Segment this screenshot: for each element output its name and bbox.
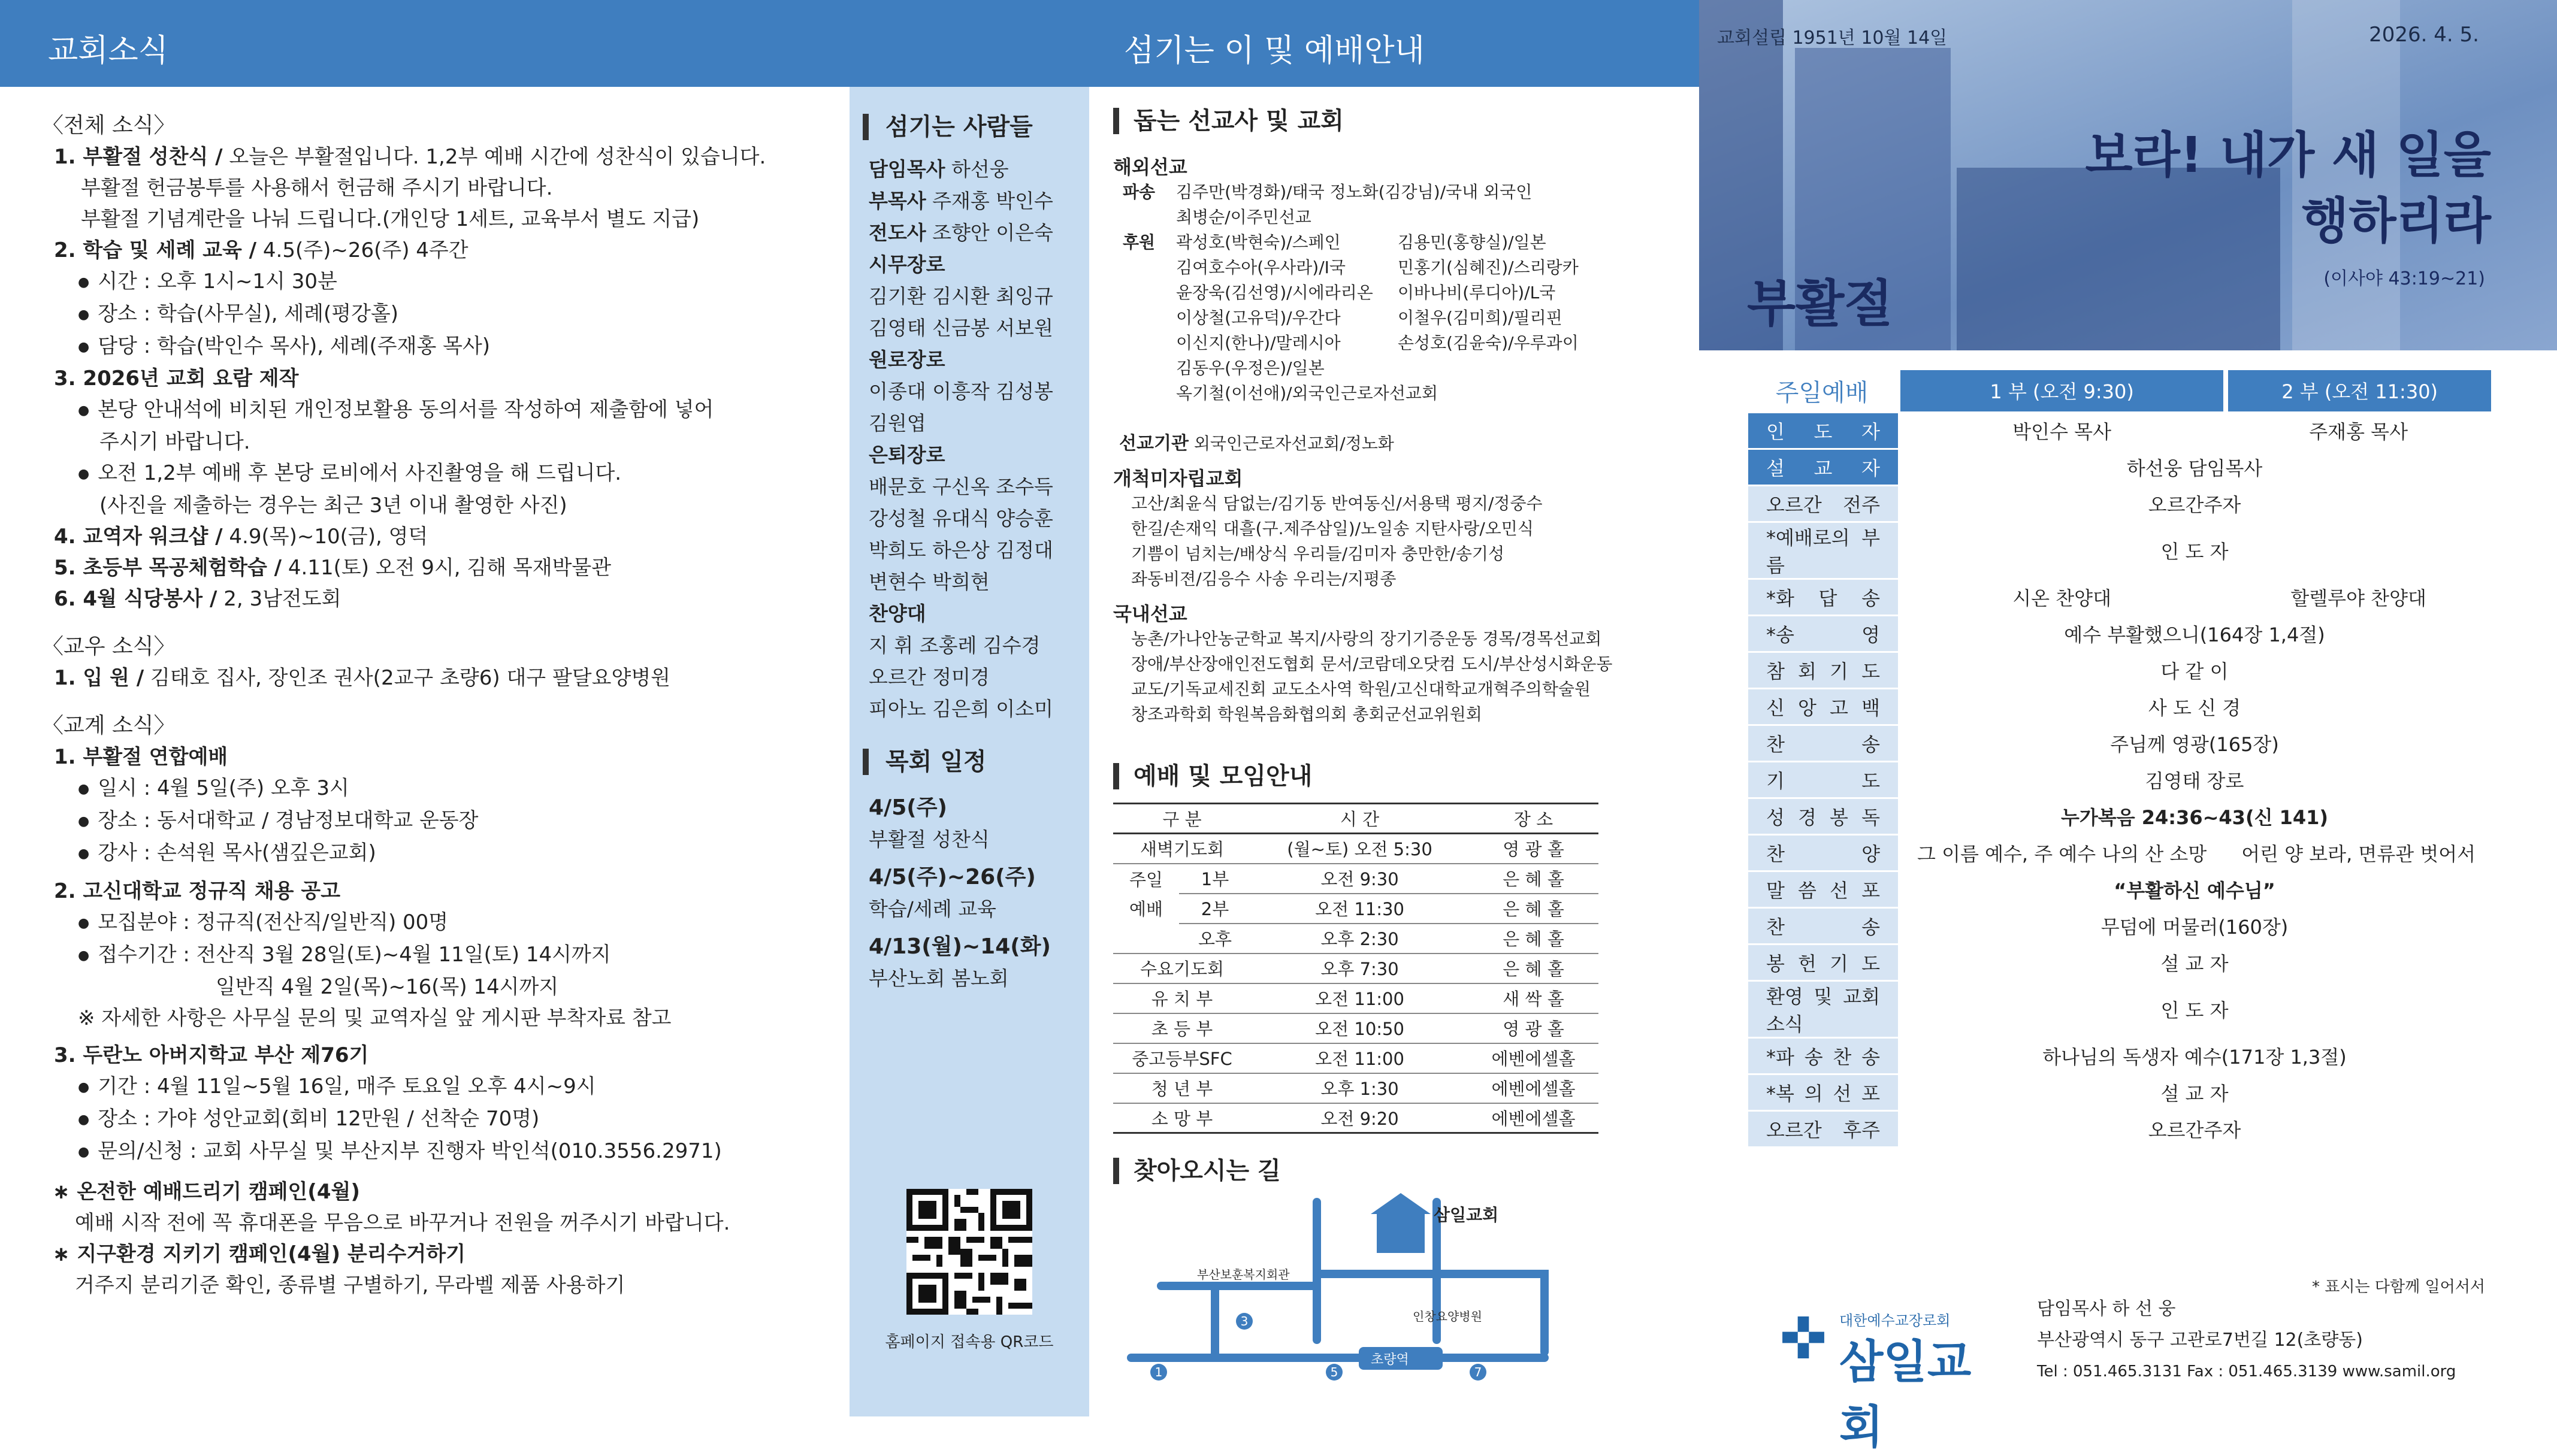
servant-row (869, 661, 1089, 693)
org-label: 선교기관 (1119, 433, 1189, 454)
worship-item-value-1: 시온 찬양대 (1898, 579, 2226, 615)
news-bullet: ● 장소 : 가야 성안교회(회비 12만원 / 선착순 70명) (42, 1103, 850, 1136)
gathering-time: (월~토) 오전 5:30 (1251, 834, 1468, 864)
campaign-text: 거주지 분리기준 확인, 종류별 구별하기, 무라벨 제품 사용하기 (75, 1273, 625, 1297)
worship-item-label: 말 씀 선 포 (1748, 871, 1898, 907)
worship-item-label: 찬 송 (1748, 725, 1898, 761)
middle-panel-title: 섬기는 이 및 예배안내 (1124, 33, 1425, 69)
worship-item-label: 봉 헌 기 도 (1748, 944, 1898, 980)
gathering-name: 유 치 부 (1113, 983, 1251, 1013)
cross-icon: ✜ (1779, 1305, 1828, 1372)
news-item-text: 오늘은 부활절입니다. 1,2부 예배 시간에 성찬식이 있습니다. (222, 145, 766, 169)
domestic-list (1113, 626, 1676, 727)
missionary-item: 이신지(한나)/말레시아 (1176, 333, 1341, 353)
founding-date: 교회설립 1951년 10월 14일 (1717, 28, 1948, 49)
worship-row (1748, 944, 2491, 980)
schedule-date: 4/5(주) (869, 795, 947, 820)
servant-row (869, 376, 1089, 407)
missionary-item: 손성호(김윤숙)/우루과이 (1398, 333, 1579, 353)
news-bullet: ● 장소 : 동서대학교 / 경남정보대학교 운동장 (42, 805, 850, 837)
worship-row (1748, 907, 2491, 944)
domestic-mission-line: 창조과학회 학원복음화협의회 총회군선교위원회 (1131, 704, 1482, 724)
worship-item-label: 설 교 자 (1748, 449, 1898, 485)
servant-row (869, 280, 1089, 312)
gathering-group (1113, 924, 1179, 953)
news-item (42, 521, 850, 552)
servant-names: 지 휘 조홍레 김수경 (869, 634, 1041, 657)
worship-item-label: 오르간 후주 (1748, 1110, 1898, 1147)
servant-row (869, 217, 1089, 249)
worship-item-value-1: 박인수 목사 (1898, 412, 2226, 449)
gathering-sub: 2부 (1179, 894, 1251, 924)
support-right-list (1398, 230, 1579, 356)
news-item-head: 3. 두란노 아버지학교 부산 제76기 (54, 1043, 369, 1067)
domestic-mission-line: 장애/부산장애인전도협회 문서/코람데오닷컴 도시/부산성시화운동 (1131, 654, 1613, 674)
worship-item-value: 누가복음 24:36~43(신 141) (1898, 798, 2491, 834)
bulletin-date: 2026. 4. 5. (2369, 23, 2479, 47)
worship-row (1748, 761, 2491, 798)
cover-verse-line: 행하리라 (2301, 193, 2491, 250)
news-bullet: ● 담당 : 학습(박인수 목사), 세례(주재홍 목사) (42, 331, 850, 363)
plant-church-line: 한길/손재익 대흘(구.제주삼일)/노일송 지탄사랑/오민식 (1131, 519, 1534, 538)
overseas-block (1113, 180, 1676, 431)
gatherings-title: 예배 및 모임안내 (1113, 763, 1676, 789)
worship-item-label: 찬 양 (1748, 834, 1898, 871)
gathering-time: 오전 11:00 (1251, 1043, 1468, 1073)
servant-names: 배문호 구신옥 조수득 (869, 475, 1053, 498)
gathering-time: 오전 11:00 (1251, 983, 1468, 1013)
worship-row (1748, 615, 2491, 652)
schedule-list (850, 792, 1089, 994)
map-title: 찾아오시는 길 (1113, 1158, 1676, 1184)
gathering-sub: 1부 (1179, 864, 1251, 894)
gathering-place: 영 광 홀 (1468, 1013, 1598, 1043)
map-station-label: 초량역 (1371, 1352, 1409, 1367)
worship-row (1748, 652, 2491, 688)
servant-names: 강성철 유대식 양승훈 (869, 507, 1053, 530)
worship-item-value: 사 도 신 경 (1898, 688, 2491, 725)
news-bullet: ● 강사 : 손석원 목사(샘깊은교회) (42, 837, 850, 870)
map-exit-badge: 5 (1326, 1364, 1343, 1381)
stand-note: * 표시는 다함께 일어서서 (2312, 1278, 2485, 1296)
worship-item-label: 성 경 봉 독 (1748, 798, 1898, 834)
worship-item-label: 기 도 (1748, 761, 1898, 798)
servant-role: 찬양대 (869, 602, 926, 625)
worship-item-label: 오르간 전주 (1748, 485, 1898, 522)
news-bullet: ● 시간 : 오후 1시~1시 30분 (42, 266, 850, 298)
campaign-title: ∗ 온전한 예배드리기 캠페인(4월) (53, 1180, 360, 1204)
servant-names: 피아노 김은희 이소미 (869, 697, 1053, 721)
dispatch-label: 파송 (1123, 182, 1156, 202)
servant-row (869, 534, 1089, 566)
plant-church-line: 기쁨이 넘치는/배상식 우리들/김미자 충만한/송기성 (1131, 544, 1505, 564)
gatherings-table (1113, 803, 1598, 1134)
gathering-time: 오후 2:30 (1251, 924, 1468, 953)
worship-item-label: *화 답 송 (1748, 579, 1898, 615)
worship-item-value: 무덤에 머물러(160장) (1898, 907, 2491, 944)
church-news (0, 102, 850, 1416)
gathering-place: 은 혜 홀 (1468, 953, 1598, 983)
map-drawing (1113, 1190, 1598, 1382)
gathering-place: 에벤에셀홀 (1468, 1073, 1598, 1103)
domestic-mission-line: 농촌/가나안농군학교 복지/사랑의 장기기증운동 경목/경목선교회 (1131, 629, 1602, 649)
cover-verse (2085, 123, 2491, 255)
news-item-head: 5. 초등부 목공체험학습 / (54, 556, 282, 580)
domestic-label: 국내선교 (1113, 603, 1187, 625)
servant-names: 박희도 하은상 김정대 (869, 538, 1053, 562)
servant-row (869, 249, 1089, 280)
worship-item-label: 신 앙 고 백 (1748, 688, 1898, 725)
worship-item-label: 찬 송 (1748, 907, 1898, 944)
logo-denomination: 대한예수교장로회 (1839, 1312, 1951, 1329)
worship-item-value: 하나님의 독생자 예수(171장 1,3절) (1898, 1037, 2491, 1074)
org-text: 외국인근로자선교회/정노화 (1193, 434, 1394, 453)
gathering-place: 에벤에셀홀 (1468, 1043, 1598, 1073)
dispatch-line: 최병순/이주민선교 (1176, 207, 1311, 227)
worship-item-value: 설 교 자 (1898, 944, 2491, 980)
schedule-title: 목회 일정 (863, 749, 1089, 775)
servant-row (869, 439, 1089, 471)
plant-label: 개척미자립교회 (1113, 467, 1243, 490)
servant-row (869, 503, 1089, 534)
directions-map (1113, 1190, 1598, 1382)
pastor-line: 담임목사 하 선 웅 (2037, 1298, 2176, 1319)
news-item-text: 2, 3남전도회 (217, 587, 341, 611)
worship-title: 주일예배 (1748, 370, 1898, 412)
left-panel-header (0, 0, 850, 87)
map-exit-badge: 1 (1150, 1364, 1167, 1381)
worship-item-value: 주님께 영광(165장) (1898, 725, 2491, 761)
address-line: 부산광역시 동구 고관로7번길 12(초량동) (2037, 1330, 2363, 1351)
gathering-place: 새 싹 홀 (1468, 983, 1598, 1013)
gathering-name: 초 등 부 (1113, 1013, 1251, 1043)
news-item-head: 1. 입 원 / (54, 666, 144, 690)
worship-row (1748, 412, 2491, 449)
news-item-head: 3. 2026년 교회 요람 제작 (54, 367, 299, 391)
worship-item-value-1: 그 이름 예수, 주 예수 나의 산 소망 (1898, 834, 2226, 871)
gathering-time: 오전 10:50 (1251, 1013, 1468, 1043)
worship-item-value: 김영태 장로 (1898, 761, 2491, 798)
qr-caption: 홈페이지 접속용 QR코드 (885, 1333, 1054, 1351)
missionary-item: 이바나비(루디아)/L국 (1398, 283, 1556, 302)
worship-row (1748, 871, 2491, 907)
cover-easter-title: 부활절 (1747, 274, 1893, 333)
news-note: ※ 자세한 사항은 사무실 문의 및 교역자실 앞 게시판 부착자료 참고 (78, 1006, 672, 1030)
servant-row (869, 566, 1089, 598)
map-exit-badge: 7 (1470, 1364, 1486, 1381)
servant-role: 은퇴장로 (869, 443, 945, 467)
gathering-time: 오후 7:30 (1251, 953, 1468, 983)
map-exit-badge: 3 (1236, 1313, 1253, 1330)
worship-item-value: 오르간주자 (1898, 1110, 2491, 1147)
servant-role: 원로장로 (869, 348, 945, 371)
servant-names: 김영태 신금봉 서보원 (869, 316, 1053, 340)
servant-role: 부목사 (869, 189, 926, 213)
news-line: 부활절 헌금봉투를 사용해서 헌금해 주시기 바랍니다. (81, 176, 553, 200)
worship-row (1748, 579, 2491, 615)
schedule-text: 부산노회 봄노회 (869, 967, 1009, 990)
servants-title: 섬기는 사람들 (863, 114, 1089, 140)
gathering-group: 예배 (1129, 899, 1163, 919)
qr-code[interactable] (906, 1189, 1032, 1315)
news-item-text: 4.5(주)~26(주) 4주간 (256, 238, 469, 262)
plant-list (1113, 491, 1676, 592)
servant-names: 김원엽 (869, 411, 926, 435)
worship-row (1748, 688, 2491, 725)
worship-row (1748, 798, 2491, 834)
worship-item-value-2: 주재홍 목사 (2226, 412, 2491, 449)
missionary-item: 김용민(홍향실)/일본 (1398, 232, 1546, 252)
worship-row (1748, 1037, 2491, 1074)
gathering-group: 주일 (1129, 869, 1163, 890)
servant-row (869, 598, 1089, 629)
news-item (42, 552, 850, 583)
worship-item-label: 환영 및 교회소식 (1748, 980, 1898, 1037)
servant-row (869, 629, 1089, 661)
servant-row (869, 407, 1089, 439)
gathering-time: 오후 1:30 (1251, 1073, 1468, 1103)
gathering-row (1113, 1013, 1598, 1043)
missionary-item: 김여호수아(우사라)/I국 (1176, 258, 1346, 277)
news-item-text: 4.9(목)~10(금), 영덕 (222, 525, 428, 549)
missionary-item: 옥기철(이선애)/외국인근로자선교회 (1176, 383, 1438, 403)
worship-item-value: 인 도 자 (1898, 522, 2491, 579)
schedule-text: 부활절 성찬식 (869, 828, 990, 851)
cover-verse-ref: (이사야 43:19~21) (2323, 268, 2485, 289)
dispatch-line: 김주만(박경화)/태국 정노화(김강님)/국내 외국인 (1176, 182, 1533, 202)
news-line: (사진을 제출하는 경우는 최근 3년 이내 촬영한 사진) (99, 494, 567, 517)
schedule-text: 학습/세례 교육 (869, 897, 996, 921)
gathering-row (1113, 1073, 1598, 1103)
missionary-item: 이상철(고유덕)/우간다 (1176, 308, 1341, 328)
worship-item-label: *예배로의 부름 (1748, 522, 1898, 579)
news-item (42, 583, 850, 615)
news-bullet: ● 문의/신청 : 교회 사무실 및 부산지부 진행자 박인석(010.3556.2971) (42, 1136, 850, 1168)
news-bullet: ● 본당 안내석에 비치된 개인정보활용 동의서를 작성하여 제출함에 넣어 (42, 394, 850, 426)
servant-row (869, 153, 1089, 185)
missionary-item: 김동우(우정은)/일본 (1176, 358, 1325, 378)
contact-line: Tel : 051.465.3131 Fax : 051.465.3139 www.samil.org (2037, 1363, 2456, 1381)
gathering-row (1113, 834, 1598, 864)
news-bullet: ● 오전 1,2부 예배 후 본당 로비에서 사진촬영을 해 드립니다. (42, 458, 850, 490)
qr-code-image (906, 1189, 1032, 1315)
worship-row (1748, 980, 2491, 1037)
news-line: 일반직 4월 2일(목)~16(목) 14시까지 (216, 975, 559, 999)
gatherings-header: 시 간 (1251, 804, 1468, 834)
worship-item-value: 설 교 자 (1898, 1074, 2491, 1110)
worship-item-value: 하선웅 담임목사 (1898, 449, 2491, 485)
worship-item-label: *파 송 찬 송 (1748, 1037, 1898, 1074)
news-item-text: 김태호 집사, 장인조 권사(2교구 초량6) 대구 팔달요양병원 (144, 666, 671, 690)
servant-row (869, 185, 1089, 217)
gathering-row (1113, 894, 1598, 924)
left-panel-title: 교회소식 (48, 33, 168, 69)
news-bullet: ● 기간 : 4월 11일~5월 16일, 매주 토요일 오후 4시~9시 (42, 1071, 850, 1103)
worship-item-value: 인 도 자 (1898, 980, 2491, 1037)
gathering-place: 은 혜 홀 (1468, 894, 1598, 924)
servant-names: 김기환 김시환 최잉규 (869, 284, 1053, 308)
cover-verse-line: 보라! 내가 새 일을 (2085, 127, 2491, 184)
gathering-row (1113, 983, 1598, 1013)
overseas-label: 해외선교 (1113, 156, 1187, 178)
section-title-member: 〈교우 소식〉 (42, 634, 176, 659)
servant-row (869, 312, 1089, 344)
section-title-church: 〈교계 소식〉 (42, 713, 176, 738)
news-item (42, 235, 850, 266)
worship-row (1748, 1074, 2491, 1110)
map-hospital-label: 인창요양병원 (1413, 1309, 1482, 1324)
worship-item-label: *송 영 (1748, 615, 1898, 652)
worship-order (1748, 370, 2491, 1148)
service-2-header: 2 부 (오전 11:30) (2226, 370, 2491, 412)
gathering-time: 오전 9:30 (1251, 864, 1468, 894)
news-item-text: 4.11(토) 오전 9시, 김해 목재박물관 (282, 556, 612, 580)
domestic-mission-line: 교도/기독교세진회 교도소사역 학원/고신대학교개혁주의학술원 (1131, 679, 1591, 699)
servant-row (869, 471, 1089, 503)
servant-role: 시무장로 (869, 253, 945, 276)
news-bullet: ● 일시 : 4월 5일(주) 오후 3시 (42, 773, 850, 805)
missionary-item: 곽성호(박현숙)/스페인 (1176, 232, 1341, 252)
section-title-general: 〈전체 소식〉 (42, 113, 176, 138)
middle-panel-header (850, 0, 1699, 87)
org-line (1113, 431, 1676, 456)
gathering-name: 청 년 부 (1113, 1073, 1251, 1103)
church-info (2037, 1294, 2456, 1387)
worship-item-value: 오르간주자 (1898, 485, 2491, 522)
worship-item-label: *복 의 선 포 (1748, 1074, 1898, 1110)
news-item-head: 6. 4월 식당봉사 / (54, 587, 217, 611)
schedule-date: 4/5(주)~26(주) (869, 865, 1036, 889)
gathering-row (1113, 924, 1598, 953)
gathering-time: 오전 11:30 (1251, 894, 1468, 924)
news-item-head: 2. 고신대학교 정규직 채용 공고 (54, 879, 341, 903)
news-bullet: ● 장소 : 학습(사무실), 세례(평강홀) (42, 298, 850, 331)
news-item (42, 662, 850, 694)
missionary-item: 민홍기(심혜진)/스리랑카 (1398, 258, 1579, 277)
servants-column (850, 87, 1089, 1416)
news-item (42, 141, 850, 172)
gathering-name: 중고등부SFC (1113, 1043, 1251, 1073)
servant-role: 전도사 (869, 221, 926, 244)
gathering-row (1113, 1103, 1598, 1133)
worship-item-label: 인 도 자 (1748, 412, 1898, 449)
servant-names: 하선웅 (945, 158, 1009, 181)
news-line: 주시기 바랍니다. (99, 430, 250, 454)
gathering-place: 에벤에셀홀 (1468, 1103, 1598, 1133)
worship-row (1748, 1110, 2491, 1147)
worship-row (1748, 485, 2491, 522)
logo-church-name: 삼일교회 (1839, 1335, 1972, 1454)
campaign-title: ∗ 지구환경 지키기 캠페인(4월) 분리수거하기 (53, 1242, 466, 1266)
gathering-place: 영 광 홀 (1468, 834, 1598, 864)
worship-table (1748, 370, 2491, 1148)
gathering-row (1113, 1043, 1598, 1073)
plant-church-line: 고산/최윤식 담없는/김기동 반여동신/서용택 평지/정중수 (1131, 494, 1543, 513)
campaign-text: 예배 시작 전에 꼭 휴대폰을 무음으로 바꾸거나 전원을 꺼주시기 바랍니다. (75, 1211, 730, 1235)
map-church-label: 삼일교회 (1434, 1205, 1499, 1225)
news-item-head: 1. 부활절 성찬식 / (54, 145, 223, 169)
news-item-head: 2. 학습 및 세례 교육 / (54, 238, 257, 262)
gathering-name: 소 망 부 (1113, 1103, 1251, 1133)
worship-row (1748, 522, 2491, 579)
worship-item-value: 다 같 이 (1898, 652, 2491, 688)
map-welfare-label: 부산보훈복지회관 (1197, 1267, 1290, 1282)
gathering-place: 은 혜 홀 (1468, 924, 1598, 953)
gatherings-header: 장 소 (1468, 804, 1598, 834)
news-item-head: 1. 부활절 연합예배 (54, 745, 228, 769)
servant-names: 변현수 박희현 (869, 570, 990, 594)
service-1-header: 1 부 (오전 9:30) (1898, 370, 2226, 412)
worship-row (1748, 449, 2491, 485)
gathering-row (1113, 953, 1598, 983)
missions-title: 돕는 선교사 및 교회 (1113, 108, 1676, 134)
gathering-place: 은 혜 홀 (1468, 864, 1598, 894)
gatherings-header: 구 분 (1113, 804, 1251, 834)
worship-row (1748, 725, 2491, 761)
support-label: 후원 (1123, 232, 1156, 252)
servant-names: 오르간 정미경 (869, 665, 990, 689)
worship-item-value: “부활하신 예수님” (1898, 871, 2491, 907)
servant-row (869, 693, 1089, 725)
gathering-name: 수요기도회 (1113, 953, 1251, 983)
servant-names: 이종대 이흥작 김성봉 (869, 380, 1053, 403)
worship-item-value: 예수 부활했으니(164장 1,4절) (1898, 615, 2491, 652)
servant-role: 담임목사 (869, 158, 945, 181)
cover-image (1699, 0, 2557, 350)
missionary-item: 윤장욱(김선영)/시에라리온 (1176, 283, 1373, 302)
worship-item-value-2: 할렐루야 찬양대 (2226, 579, 2491, 615)
worship-item-value-2: 어린 양 보라, 면류관 벗어서 (2226, 834, 2491, 871)
schedule-date: 4/13(월)~14(화) (869, 934, 1051, 959)
news-line: 부활절 기념계란을 나눠 드립니다.(개인당 1세트, 교육부서 별도 지급) (81, 207, 700, 231)
servant-names: 주재홍 박인수 (926, 189, 1053, 213)
servant-row (869, 344, 1089, 376)
gathering-name: 새벽기도회 (1113, 834, 1251, 864)
missions-and-gatherings (1113, 108, 1676, 1413)
gathering-row (1113, 864, 1598, 894)
church-logo (1773, 1303, 2001, 1454)
servants-list (850, 153, 1089, 725)
missionary-item: 이철우(김미희)/필리핀 (1398, 308, 1562, 328)
news-item-head: 4. 교역자 워크샵 / (54, 525, 223, 549)
worship-item-label: 참 회 기 도 (1748, 652, 1898, 688)
plant-church-line: 좌동비젼/김응수 사송 우리는/지평종 (1131, 569, 1397, 589)
news-bullet: ● 접수기간 : 전산직 3월 28일(토)~4월 11일(토) 14시까지 (42, 939, 850, 971)
servant-names: 조향안 이은숙 (926, 221, 1053, 244)
gathering-sub: 오후 (1179, 924, 1251, 953)
news-bullet: ● 모집분야 : 정규직(전산직/일반직) 00명 (42, 907, 850, 939)
gathering-time: 오전 9:20 (1251, 1103, 1468, 1133)
worship-row (1748, 834, 2491, 871)
